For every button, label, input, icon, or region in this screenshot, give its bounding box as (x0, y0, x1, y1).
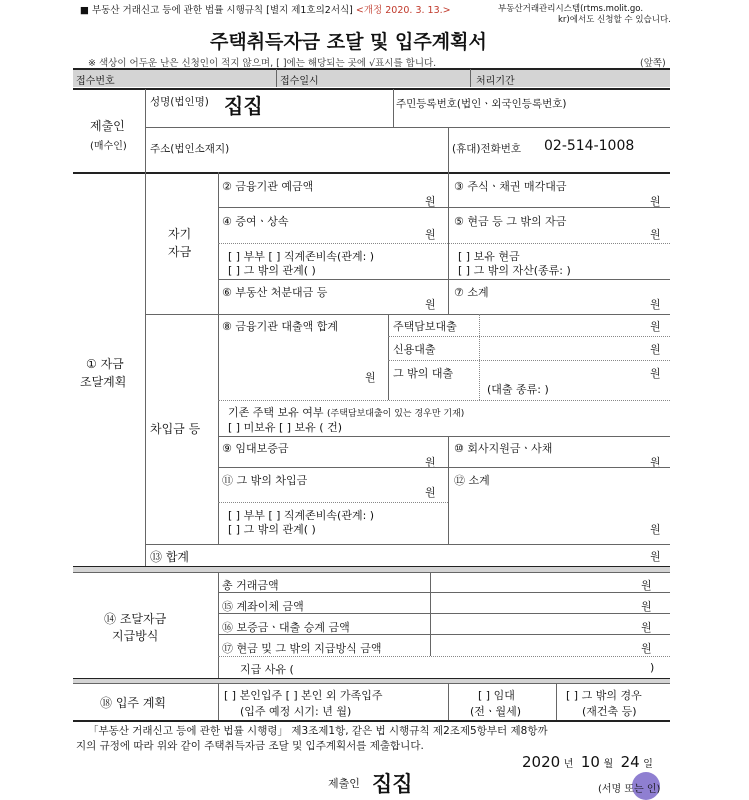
submitter-section-sub: (매수인) (90, 141, 127, 152)
item-2-deposits: ② 금융기관 예금액 (222, 180, 314, 193)
payment-reason-close: ) (650, 661, 655, 674)
submitter-section-label: 제출인 (90, 119, 125, 133)
legal-line-2: 지의 규정에 따라 위와 같이 주택취득자금 조달 및 입주계획서를 제출합니다. (76, 740, 424, 752)
receipt-number-label: 접수번호 (76, 76, 115, 87)
won-unit: 원 (641, 621, 652, 634)
footer-submitter-label: 제출인 (328, 777, 360, 790)
loan-mortgage: 주택담보대출 (393, 320, 457, 333)
existing-house-text: 기존 주택 보유 여부 (228, 406, 324, 419)
won-unit: 원 (650, 228, 661, 241)
date-month: 10 (580, 753, 600, 771)
item-6-property: ⑥ 부동산 처분대금 등 (222, 286, 328, 299)
won-unit: 원 (650, 320, 661, 333)
won-unit: 원 (641, 600, 652, 613)
own-funds-label-1: 자기 (168, 227, 192, 241)
receipt-date-label: 접수일시 (280, 76, 319, 87)
existing-house-label (228, 404, 464, 420)
form-basis-text: ■ 부동산 거래신고 등에 관한 법률 시행규칙 [별지 제1호의2서식] (80, 5, 353, 16)
occupancy-opt3-line2: (재건축 등) (582, 705, 637, 718)
total-amount: 총 거래금액 (222, 579, 279, 592)
relation-line-2: [ ] 그 밖의 관계( ) (228, 264, 316, 277)
loan-type: (대출 종류: ) (487, 383, 549, 396)
receipt-bar (73, 69, 670, 87)
own-funds-label-2: 자금 (168, 245, 192, 259)
registration-label: 주민등록번호(법인ㆍ외국인등록번호) (396, 98, 567, 110)
name-label: 성명(법인명) (150, 96, 209, 108)
page-title: 주택취득자금 조달 및 입주계획서 (210, 31, 487, 53)
won-unit: 원 (425, 486, 436, 499)
won-unit: 원 (650, 367, 661, 380)
item-16-succession: ⑯ 보증금ㆍ대출 승계 금액 (222, 621, 350, 634)
payment-section-line1: ⑭ 조달자금 (104, 612, 167, 626)
item-4-gift: ④ 증여ㆍ상속 (222, 215, 289, 228)
won-unit: 원 (425, 456, 436, 469)
sign-label: (서명 또는 인) (598, 784, 661, 795)
relation2-line-2: [ ] 그 밖의 관계( ) (228, 523, 316, 536)
existing-house-note: (주택담보대출이 있는 경우만 기재) (327, 409, 465, 419)
month-unit: 월 (603, 759, 614, 770)
won-unit: 원 (650, 343, 661, 356)
payment-section-line2: 지급방식 (112, 629, 159, 643)
item-5-cash: ⑤ 현금 등 그 밖의 자금 (454, 215, 567, 228)
occupancy-opt3-line1: [ ] 그 밖의 경우 (566, 689, 642, 702)
won-unit: 원 (650, 298, 661, 311)
relation2-line-1: [ ] 부부 [ ] 직계존비속(관계: ) (228, 509, 375, 522)
submission-date (522, 753, 653, 771)
address-label: 주소(법인소재지) (150, 143, 230, 155)
won-unit: 원 (650, 195, 661, 208)
borrowed-label: 차입금 등 (150, 422, 201, 436)
existing-house-options: [ ] 미보유 [ ] 보유 ( 건) (228, 421, 342, 434)
legal-line-1: 「부동산 거래신고 등에 관한 법률 시행령」 제3조제1항, 같은 법 시행규칙 제2조제5항부터 제8항까 (88, 725, 548, 737)
item-11-other-borrow: ⑪ 그 밖의 차입금 (222, 474, 308, 487)
phone-label: (휴대)전화번호 (452, 143, 522, 155)
item-15-transfer: ⑮ 계좌이체 금액 (222, 600, 304, 613)
form-revision: <개정 2020. 3. 13.> (355, 5, 451, 16)
phone-value: 02-514-1008 (544, 138, 635, 154)
occupancy-opt1-line1: [ ] 본인입주 [ ] 본인 외 가족입주 (224, 689, 383, 702)
loan-credit: 신용대출 (393, 343, 436, 356)
loan-other: 그 밖의 대출 (393, 367, 454, 380)
online-note-2: kr)에서도 신청할 수 있습니다. (558, 15, 671, 25)
item-9-deposit: ⑨ 임대보증금 (222, 442, 289, 455)
item-12-subtotal: ⑫ 소계 (454, 474, 490, 487)
occupancy-section: ⑱ 입주 계획 (100, 696, 166, 710)
cash-line-1: [ ] 보유 현금 (458, 250, 520, 263)
won-unit: 원 (425, 228, 436, 241)
item-8-loans: ⑧ 금융기관 대출액 합계 (222, 320, 338, 333)
occupancy-opt2-line2: (전ㆍ월세) (470, 705, 522, 718)
funding-section-line2: 조달계획 (80, 375, 127, 389)
page-side: (앞쪽) (640, 58, 666, 69)
processing-period-label: 처리기간 (476, 76, 515, 87)
payment-reason: 지급 사유 ( (240, 663, 294, 676)
relation-line-1: [ ] 부부 [ ] 직계존비속(관계: ) (228, 250, 375, 263)
item-3-stocks: ③ 주식ㆍ채권 매각대금 (454, 180, 567, 193)
day-unit: 일 (643, 759, 653, 770)
name-value: 집집 (224, 94, 263, 118)
online-note-1: 부동산거래관리시스템(rtms.molit.go. (498, 4, 644, 14)
won-unit: 원 (650, 523, 661, 536)
won-unit: 원 (425, 298, 436, 311)
occupancy-opt1-line2: (입주 예정 시기: 년 월) (240, 705, 352, 718)
item-17-cash: ⑰ 현금 및 그 밖의 지급방식 금액 (222, 642, 382, 655)
won-unit: 원 (650, 456, 661, 469)
year-unit: 년 (563, 759, 574, 770)
form-basis (80, 2, 451, 16)
date-day: 24 (620, 753, 640, 771)
won-unit: 원 (641, 579, 652, 592)
cash-line-2: [ ] 그 밖의 자산(종류: ) (458, 264, 571, 277)
footer-submitter-name: 집집 (372, 772, 413, 796)
instructions: ※ 색상이 어두운 난은 신청인이 적지 않으며, [ ]에는 해당되는 곳에 √표시를 합니다. (88, 58, 437, 69)
item-7-subtotal: ⑦ 소계 (454, 286, 489, 299)
won-unit: 원 (365, 371, 376, 384)
won-unit: 원 (641, 642, 652, 655)
won-unit: 원 (650, 550, 661, 563)
item-13-total: ⑬ 합계 (150, 550, 189, 564)
funding-section-line1: ① 자금 (86, 357, 124, 371)
occupancy-opt2-line1: [ ] 임대 (478, 689, 515, 702)
date-year: 2020 (522, 753, 561, 771)
won-unit: 원 (425, 195, 436, 208)
item-10-company: ⑩ 회사지원금ㆍ사채 (454, 442, 553, 455)
